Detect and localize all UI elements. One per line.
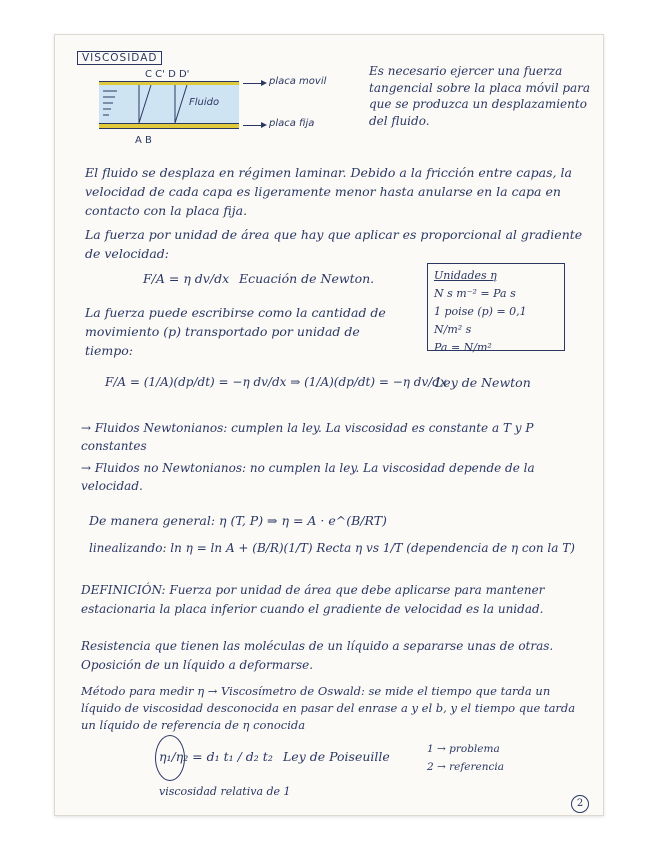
viscosity-diagram — [93, 69, 327, 153]
relative-viscosity-note: viscosidad relativa de 1 — [159, 785, 291, 798]
diagram-bottom-labels: A B — [135, 135, 152, 146]
fixed-plate-label: placa fija — [269, 118, 315, 129]
momentum-equation: F/A = (1/A)(dp/dt) = −η dv/dx ⇒ (1/A)(dp/dt) = −η dv/dx — [105, 375, 447, 389]
paragraph-momentum: La fuerza puede escribirse como la cantidad de movimiento (p) transportado por unidad de tiempo: — [85, 305, 386, 358]
notebook-page — [54, 34, 604, 816]
general-equation: De manera general: η (T, P) ⇒ η = A · e^(B/RT) — [89, 513, 387, 528]
moving-plate-label: placa movil — [269, 76, 327, 87]
units-line-1: N s m⁻² = Pa s — [434, 287, 516, 300]
fixed-plate-arrow — [243, 125, 265, 126]
newton-equation: F/A = η dv/dx — [143, 271, 230, 286]
poiseuille-equation: η₁/η₂ = d₁ t₁ / d₂ t₂ — [159, 749, 273, 764]
momentum-equation-label: Ley de Newton — [435, 375, 531, 390]
moving-plate-arrow — [243, 83, 265, 84]
bullet-newtonian: → Fluidos Newtonianos: cumplen la ley. La viscosidad es constante a T y P constantes — [81, 421, 534, 453]
paragraph-force: La fuerza por unidad de área que hay que aplicar es proporcional al gradiente de velocidad: — [85, 227, 583, 261]
page-number: 2 — [571, 795, 589, 813]
method-text: Método para medir η → Viscosímetro de Oswald: se mide el tiempo que tarda un líquido de viscosidad desconocida en pasar del enrase a y el b, y el tiempo que tarda un líquido de referencia de η conocida — [81, 684, 576, 732]
units-line-2: 1 poise (p) = 0,1 N/m² s — [434, 305, 527, 336]
units-heading: Unidades η — [434, 269, 497, 282]
units-box — [427, 263, 565, 354]
linearized-equation: linealizando: ln η = ln A + (B/R)(1/T) Recta η vs 1/T (dependencia de η con la T) — [89, 541, 575, 555]
newton-equation-label: Ecuación de Newton. — [239, 271, 375, 286]
fixed-plate — [99, 123, 239, 129]
legend-reference: 2 → referencia — [427, 761, 504, 773]
paragraph-laminar: El fluido se desplaza en régimen laminar. Debido a la fricción entre capas, la velocidad de cada capa es ligeramente menor hasta anularse en la capa en contacto con la placa fija. — [85, 165, 572, 218]
resistance-text: Resistencia que tienen las moléculas de un líquido a separarse unas de otras. Oposición de un líquido a deformarse. — [81, 639, 554, 672]
definition-text: DEFINICIÓN: Fuerza por unidad de área que debe aplicarse para mantener estacionaria la placa inferior cuando el gradiente de velocidad es la unidad. — [81, 583, 545, 616]
side-note: Es necesario ejercer una fuerza tangencial sobre la placa móvil para que se produzca un desplazamiento del fluido. — [369, 64, 591, 128]
bullet-non-newtonian: → Fluidos no Newtonianos: no cumplen la ley. La viscosidad depende de la velocidad. — [81, 461, 535, 493]
units-line-3: Pa = N/m² — [434, 341, 492, 354]
poiseuille-label: Ley de Poiseuille — [283, 749, 390, 764]
diagram-top-labels: C C' D D' — [145, 69, 190, 80]
page-title: VISCOSIDAD — [77, 51, 162, 65]
fluid-label: Fluido — [189, 97, 220, 108]
legend-problem: 1 → problema — [427, 743, 500, 755]
